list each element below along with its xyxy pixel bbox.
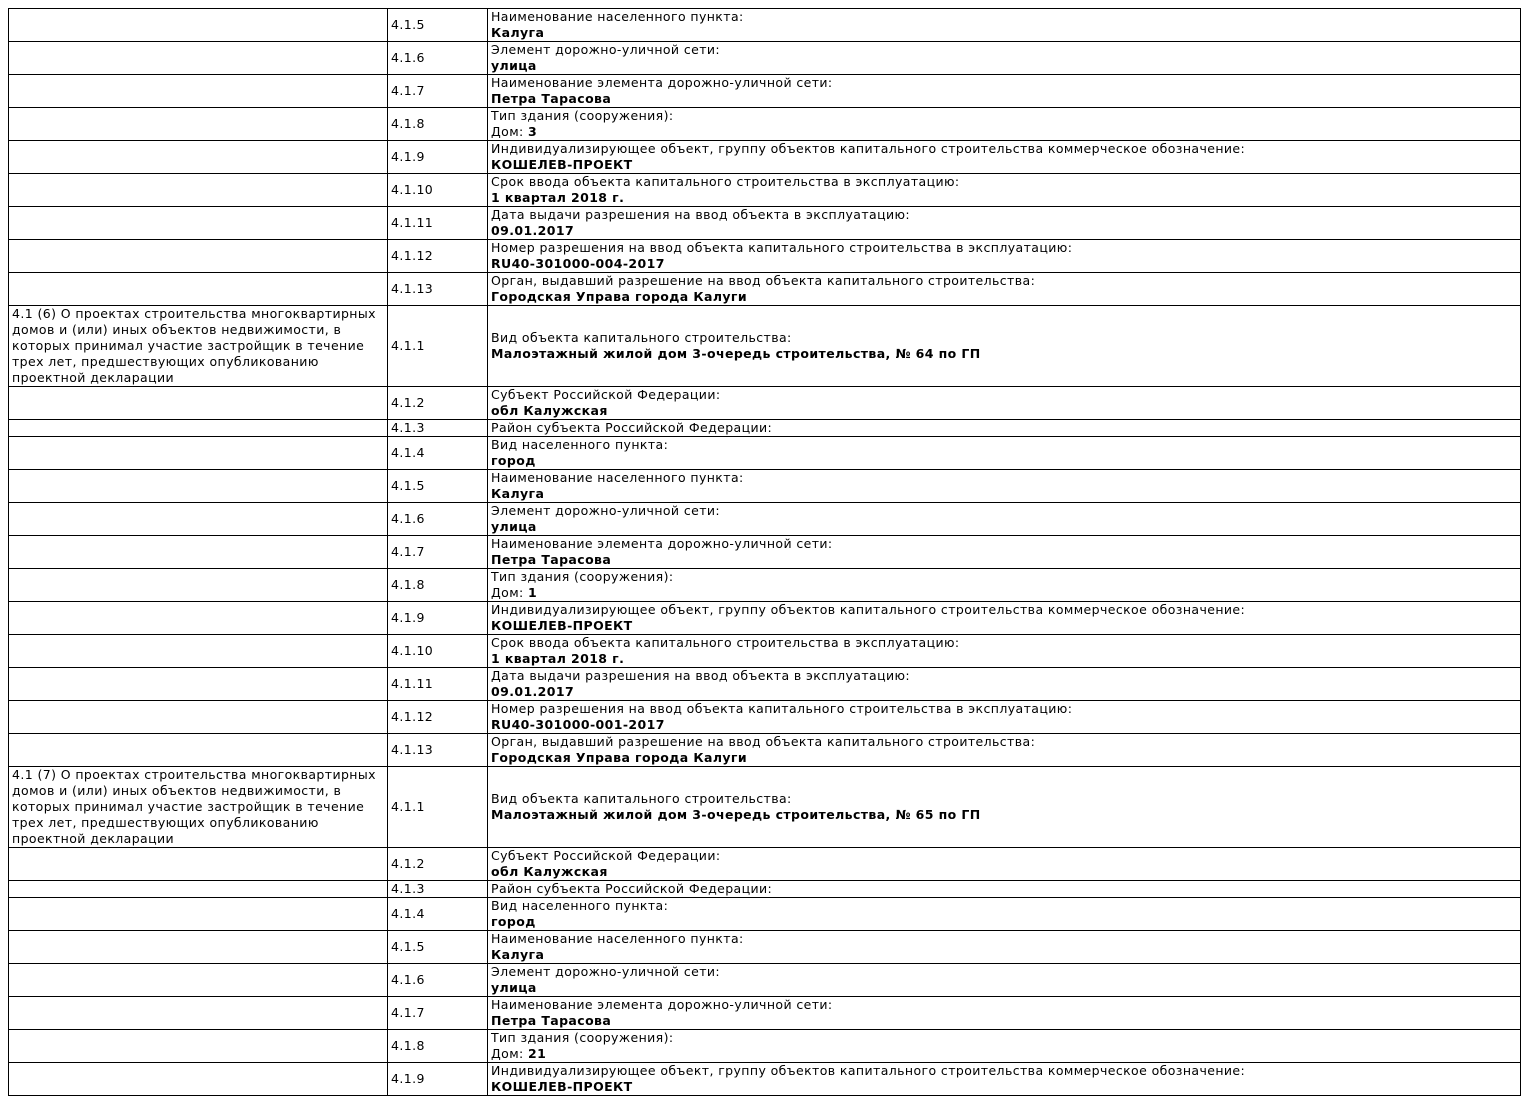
field-label: Вид объекта капитального строительства:: [491, 791, 792, 806]
table-row: [9, 1063, 1521, 1096]
field-value-prefix: Дом:: [491, 124, 529, 139]
field-cell: [488, 108, 1521, 141]
field-cell: [488, 1063, 1521, 1096]
field-label: Наименование элемента дорожно-уличной сети:: [491, 75, 833, 90]
field-cell: [488, 997, 1521, 1030]
field-value: КОШЕЛЕВ-ПРОЕКТ: [491, 1079, 633, 1094]
value-line: [491, 1013, 1517, 1029]
row-code: 4.1.5: [388, 9, 488, 42]
value-line: [491, 190, 1517, 206]
value-line: [491, 403, 1517, 419]
table-row: [9, 668, 1521, 701]
table-row: [9, 881, 1521, 898]
row-code: 4.1.9: [388, 602, 488, 635]
table-row: [9, 635, 1521, 668]
section-cell: 4.1 (7) О проектах строительства многоквартирных домов и (или) иных объектов недвижимости, в которых принимал участие застройщик в течение трех лет, предшествующих опубликованию проектной декларации: [9, 767, 388, 848]
field-value: Городская Управа города Калуги: [491, 289, 748, 304]
section-cell: [9, 207, 388, 240]
row-code: 4.1.6: [388, 42, 488, 75]
value-line: [491, 552, 1517, 568]
field-value: 1 квартал 2018 г.: [491, 651, 625, 666]
field-value: RU40-301000-004-2017: [491, 256, 665, 271]
field-cell: [488, 470, 1521, 503]
field-label: Индивидуализирующее объект, группу объектов капитального строительства коммерческое обозначение:: [491, 1063, 1246, 1078]
field-value: 3: [528, 124, 538, 139]
row-code: 4.1.1: [388, 306, 488, 387]
table-row: [9, 848, 1521, 881]
field-label: Тип здания (сооружения):: [491, 1030, 674, 1045]
field-label: Район субъекта Российской Федерации:: [491, 420, 773, 435]
row-code: 4.1.1: [388, 767, 488, 848]
row-code: 4.1.10: [388, 174, 488, 207]
field-value: улица: [491, 519, 537, 534]
field-label: Вид населенного пункта:: [491, 898, 669, 913]
row-code: 4.1.8: [388, 108, 488, 141]
section-cell: [9, 9, 388, 42]
row-code: 4.1.13: [388, 734, 488, 767]
section-cell: [9, 174, 388, 207]
field-label: Срок ввода объекта капитального строительства в эксплуатацию:: [491, 635, 960, 650]
table-row: [9, 734, 1521, 767]
table-row: [9, 42, 1521, 75]
table-row: [9, 536, 1521, 569]
field-cell: [488, 306, 1521, 387]
field-label: Наименование населенного пункта:: [491, 931, 744, 946]
section-cell: [9, 931, 388, 964]
table-row: [9, 602, 1521, 635]
section-cell: [9, 503, 388, 536]
field-cell: [488, 668, 1521, 701]
value-line: [491, 651, 1517, 667]
field-label: Тип здания (сооружения):: [491, 108, 674, 123]
value-line: [491, 453, 1517, 469]
field-label: Наименование населенного пункта:: [491, 470, 744, 485]
value-line: [491, 91, 1517, 107]
section-cell: [9, 108, 388, 141]
table-row: [9, 767, 1521, 848]
value-line: [491, 124, 1517, 140]
declaration-table-body: [9, 9, 1521, 1096]
table-row: [9, 75, 1521, 108]
field-label: Номер разрешения на ввод объекта капитального строительства в эксплуатацию:: [491, 701, 1073, 716]
row-code: 4.1.5: [388, 470, 488, 503]
value-line: [491, 914, 1517, 930]
row-code: 4.1.13: [388, 273, 488, 306]
value-line: [491, 864, 1517, 880]
field-label: Субъект Российской Федерации:: [491, 387, 721, 402]
field-label: Орган, выдавший разрешение на ввод объекта капитального строительства:: [491, 734, 1036, 749]
field-cell: [488, 569, 1521, 602]
value-line: [491, 519, 1517, 535]
section-cell: [9, 569, 388, 602]
section-cell: [9, 1030, 388, 1063]
row-code: 4.1.10: [388, 635, 488, 668]
field-cell: [488, 931, 1521, 964]
field-value: 1: [528, 585, 538, 600]
field-cell: [488, 9, 1521, 42]
section-cell: [9, 470, 388, 503]
section-cell: [9, 387, 388, 420]
table-row: [9, 931, 1521, 964]
field-cell: [488, 141, 1521, 174]
table-row: [9, 569, 1521, 602]
value-line: [491, 486, 1517, 502]
row-code: 4.1.9: [388, 1063, 488, 1096]
table-row: [9, 898, 1521, 931]
row-code: 4.1.7: [388, 75, 488, 108]
section-cell: [9, 75, 388, 108]
row-code: 4.1.7: [388, 536, 488, 569]
row-code: 4.1.3: [388, 420, 488, 437]
value-line: [491, 346, 1517, 362]
row-code: 4.1.11: [388, 668, 488, 701]
section-cell: [9, 141, 388, 174]
section-cell: [9, 734, 388, 767]
field-label: Дата выдачи разрешения на ввод объекта в эксплуатацию:: [491, 207, 911, 222]
field-cell: [488, 881, 1521, 898]
field-cell: [488, 1030, 1521, 1063]
value-line: [491, 947, 1517, 963]
section-cell: [9, 420, 388, 437]
section-cell: [9, 437, 388, 470]
field-value: Калуга: [491, 486, 545, 501]
row-code: 4.1.3: [388, 881, 488, 898]
field-label: Номер разрешения на ввод объекта капитального строительства в эксплуатацию:: [491, 240, 1073, 255]
field-value: Калуга: [491, 25, 545, 40]
field-value: 21: [528, 1046, 547, 1061]
table-row: [9, 174, 1521, 207]
field-label: Орган, выдавший разрешение на ввод объекта капитального строительства:: [491, 273, 1036, 288]
table-row: [9, 1030, 1521, 1063]
field-value: город: [491, 914, 536, 929]
row-code: 4.1.2: [388, 848, 488, 881]
row-code: 4.1.12: [388, 701, 488, 734]
value-line: [491, 58, 1517, 74]
value-line: [491, 750, 1517, 766]
field-label: Элемент дорожно-уличной сети:: [491, 503, 721, 518]
table-row: [9, 387, 1521, 420]
section-cell: [9, 848, 388, 881]
section-cell: [9, 898, 388, 931]
section-cell: [9, 668, 388, 701]
field-label: Индивидуализирующее объект, группу объектов капитального строительства коммерческое обозначение:: [491, 602, 1246, 617]
table-row: [9, 470, 1521, 503]
field-cell: [488, 503, 1521, 536]
table-row: [9, 437, 1521, 470]
table-row: [9, 420, 1521, 437]
field-cell: [488, 767, 1521, 848]
section-cell: [9, 42, 388, 75]
table-row: [9, 701, 1521, 734]
row-code: 4.1.4: [388, 437, 488, 470]
value-line: [491, 25, 1517, 41]
section-cell: 4.1 (6) О проектах строительства многоквартирных домов и (или) иных объектов недвижимости, в которых принимал участие застройщик в течение трех лет, предшествующих опубликованию проектной декларации: [9, 306, 388, 387]
field-label: Дата выдачи разрешения на ввод объекта в эксплуатацию:: [491, 668, 911, 683]
table-row: [9, 240, 1521, 273]
field-value: Петра Тарасова: [491, 552, 612, 567]
section-cell: [9, 273, 388, 306]
field-label: Наименование населенного пункта:: [491, 9, 744, 24]
value-line: [491, 717, 1517, 733]
field-cell: [488, 42, 1521, 75]
field-value: 09.01.2017: [491, 223, 575, 238]
table-row: [9, 997, 1521, 1030]
field-label: Срок ввода объекта капитального строительства в эксплуатацию:: [491, 174, 960, 189]
field-cell: [488, 174, 1521, 207]
field-cell: [488, 207, 1521, 240]
field-cell: [488, 635, 1521, 668]
value-line: [491, 807, 1517, 823]
field-value: КОШЕЛЕВ-ПРОЕКТ: [491, 618, 633, 633]
field-value: Петра Тарасова: [491, 91, 612, 106]
section-cell: [9, 881, 388, 898]
field-label: Наименование элемента дорожно-уличной сети:: [491, 997, 833, 1012]
value-line: [491, 1046, 1517, 1062]
value-line: [491, 980, 1517, 996]
field-value: Петра Тарасова: [491, 1013, 612, 1028]
row-code: 4.1.4: [388, 898, 488, 931]
field-cell: [488, 964, 1521, 997]
field-cell: [488, 420, 1521, 437]
field-cell: [488, 273, 1521, 306]
section-cell: [9, 635, 388, 668]
row-code: 4.1.9: [388, 141, 488, 174]
field-cell: [488, 387, 1521, 420]
row-code: 4.1.6: [388, 503, 488, 536]
table-row: [9, 503, 1521, 536]
field-label: Индивидуализирующее объект, группу объектов капитального строительства коммерческое обозначение:: [491, 141, 1246, 156]
field-value-prefix: Дом:: [491, 1046, 529, 1061]
section-cell: [9, 240, 388, 273]
field-value: Малоэтажный жилой дом 3-очередь строительства, № 65 по ГП: [491, 807, 981, 822]
section-cell: [9, 701, 388, 734]
table-row: [9, 273, 1521, 306]
field-value: город: [491, 453, 536, 468]
value-line: [491, 684, 1517, 700]
field-label: Элемент дорожно-уличной сети:: [491, 42, 721, 57]
field-value: Малоэтажный жилой дом 3-очередь строительства, № 64 по ГП: [491, 346, 981, 361]
field-value: улица: [491, 58, 537, 73]
field-cell: [488, 602, 1521, 635]
row-code: 4.1.8: [388, 569, 488, 602]
declaration-table: [8, 8, 1521, 1096]
field-value: 09.01.2017: [491, 684, 575, 699]
value-line: [491, 289, 1517, 305]
value-line: [491, 1079, 1517, 1095]
field-value: улица: [491, 980, 537, 995]
field-label: Вид объекта капитального строительства:: [491, 330, 792, 345]
section-cell: [9, 536, 388, 569]
field-value: RU40-301000-001-2017: [491, 717, 665, 732]
field-cell: [488, 734, 1521, 767]
row-code: 4.1.8: [388, 1030, 488, 1063]
table-row: [9, 207, 1521, 240]
row-code: 4.1.5: [388, 931, 488, 964]
field-value: Городская Управа города Калуги: [491, 750, 748, 765]
section-cell: [9, 997, 388, 1030]
field-cell: [488, 75, 1521, 108]
field-cell: [488, 536, 1521, 569]
row-code: 4.1.2: [388, 387, 488, 420]
section-cell: [9, 602, 388, 635]
value-line: [491, 618, 1517, 634]
field-label: Район субъекта Российской Федерации:: [491, 881, 773, 896]
field-value: обл Калужская: [491, 864, 608, 879]
field-value: Калуга: [491, 947, 545, 962]
table-row: [9, 141, 1521, 174]
value-line: [491, 157, 1517, 173]
value-line: [491, 256, 1517, 272]
field-label: Субъект Российской Федерации:: [491, 848, 721, 863]
field-label: Вид населенного пункта:: [491, 437, 669, 452]
value-line: [491, 223, 1517, 239]
row-code: 4.1.12: [388, 240, 488, 273]
field-value: 1 квартал 2018 г.: [491, 190, 625, 205]
row-code: 4.1.7: [388, 997, 488, 1030]
field-value: КОШЕЛЕВ-ПРОЕКТ: [491, 157, 633, 172]
value-line: [491, 585, 1517, 601]
section-cell: [9, 964, 388, 997]
table-row: [9, 108, 1521, 141]
field-cell: [488, 437, 1521, 470]
field-cell: [488, 898, 1521, 931]
row-code: 4.1.11: [388, 207, 488, 240]
field-cell: [488, 848, 1521, 881]
table-row: [9, 964, 1521, 997]
field-value-prefix: Дом:: [491, 585, 529, 600]
table-row: [9, 9, 1521, 42]
row-code: 4.1.6: [388, 964, 488, 997]
field-cell: [488, 240, 1521, 273]
field-label: Элемент дорожно-уличной сети:: [491, 964, 721, 979]
field-value: обл Калужская: [491, 403, 608, 418]
field-label: Тип здания (сооружения):: [491, 569, 674, 584]
field-cell: [488, 701, 1521, 734]
field-label: Наименование элемента дорожно-уличной сети:: [491, 536, 833, 551]
section-cell: [9, 1063, 388, 1096]
table-row: [9, 306, 1521, 387]
